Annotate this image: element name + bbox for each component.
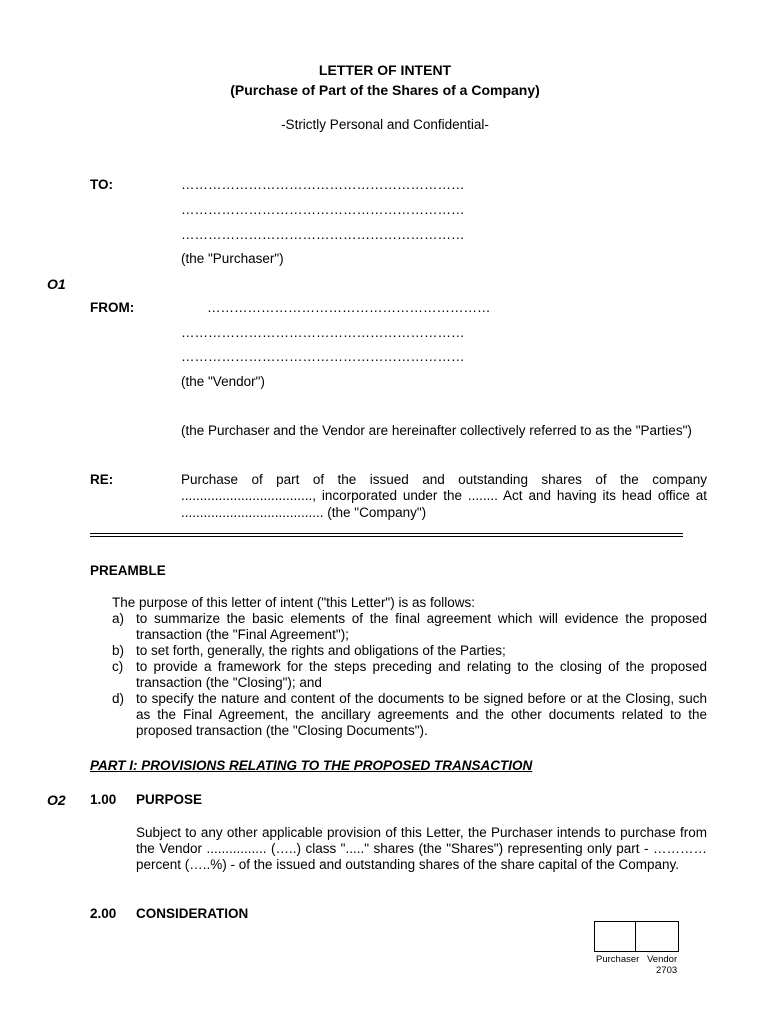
preamble-item-label: b) bbox=[112, 643, 125, 658]
document-title: LETTER OF INTENT bbox=[318, 62, 452, 78]
section-2-number: 2.00 bbox=[90, 906, 117, 921]
section-2-title: CONSIDERATION bbox=[136, 906, 249, 921]
parties-note: (the Purchaser and the Vendor are hereinafter collectively referred to as the "Parties") bbox=[181, 423, 692, 438]
preamble-item-a bbox=[112, 611, 707, 643]
page-code: 2703 bbox=[656, 965, 678, 976]
purchaser-initials-label: Purchaser bbox=[596, 954, 640, 965]
vendor-role: (the "Vendor") bbox=[181, 374, 265, 389]
from-line-1: ……………………………………………………… bbox=[207, 300, 491, 315]
to-line-1: ……………………………………………………… bbox=[181, 177, 465, 192]
preamble-item-label: a) bbox=[112, 611, 125, 626]
to-line-3: ……………………………………………………… bbox=[181, 227, 465, 242]
confidential-notice: -Strictly Personal and Confidential- bbox=[281, 117, 489, 132]
initials-box-divider bbox=[635, 922, 636, 951]
preamble-item-b bbox=[112, 643, 707, 659]
purchaser-role: (the "Purchaser") bbox=[181, 251, 284, 266]
section-1-body: Subject to any other applicable provision of this Letter, the Purchaser intends to purchase from the Vendor ................ (…..) class "....." shares (the "Shares") representing only part - ………… percent (…..%) - of the issued and outstanding shares of the share capital of the Company. bbox=[136, 825, 707, 872]
preamble-intro: The purpose of this letter of intent ("this Letter") is as follows: bbox=[112, 595, 475, 610]
preamble-item-d bbox=[112, 691, 707, 739]
part-1-heading: PART I: PROVISIONS RELATING TO THE PROPOSED TRANSACTION bbox=[90, 758, 533, 773]
re-line-2: ..................................., incorporated under the ........ Act and having its head office at bbox=[181, 488, 707, 503]
preamble-item-text: to provide a framework for the steps preceding and relating to the closing of the proposed transaction (the "Closing"); and bbox=[136, 659, 707, 690]
preamble-item-text: to set forth, generally, the rights and obligations of the Parties; bbox=[136, 643, 506, 658]
preamble-list bbox=[112, 611, 707, 739]
preamble-heading: PREAMBLE bbox=[90, 563, 166, 578]
re-label: RE: bbox=[90, 472, 114, 487]
margin-mark-o1: O1 bbox=[47, 276, 66, 292]
document-subtitle: (Purchase of Part of the Shares of a Company) bbox=[230, 82, 540, 98]
to-label: TO: bbox=[90, 177, 113, 192]
section-1-number: 1.00 bbox=[90, 792, 117, 807]
preamble-item-c bbox=[112, 659, 707, 691]
from-line-2: ……………………………………………………… bbox=[181, 325, 465, 340]
divider-rule-bottom bbox=[90, 536, 683, 537]
vendor-initials-label: Vendor bbox=[647, 954, 678, 965]
preamble-item-label: d) bbox=[112, 691, 125, 706]
re-line-3: ...................................... (the "Company") bbox=[181, 505, 427, 520]
to-line-2: ……………………………………………………… bbox=[181, 202, 465, 217]
divider-rule-top bbox=[90, 533, 683, 534]
re-line-1: Purchase of part of the issued and outstanding shares of the company bbox=[181, 472, 707, 487]
initials-box[interactable] bbox=[594, 921, 679, 952]
preamble-item-text: to specify the nature and content of the documents to be signed before or at the Closing, such as the Final Agreement, the ancillary agreements and the other documents related to the proposed transaction (the "Closing Documents"). bbox=[136, 691, 707, 738]
preamble-item-text: to summarize the basic elements of the final agreement which will evidence the proposed transaction (the "Final Agreement"); bbox=[136, 611, 707, 642]
preamble-item-label: c) bbox=[112, 659, 124, 674]
from-label: FROM: bbox=[90, 300, 135, 315]
from-line-3: ……………………………………………………… bbox=[181, 349, 465, 364]
section-1-title: PURPOSE bbox=[136, 792, 203, 807]
margin-mark-o2: O2 bbox=[47, 792, 66, 808]
